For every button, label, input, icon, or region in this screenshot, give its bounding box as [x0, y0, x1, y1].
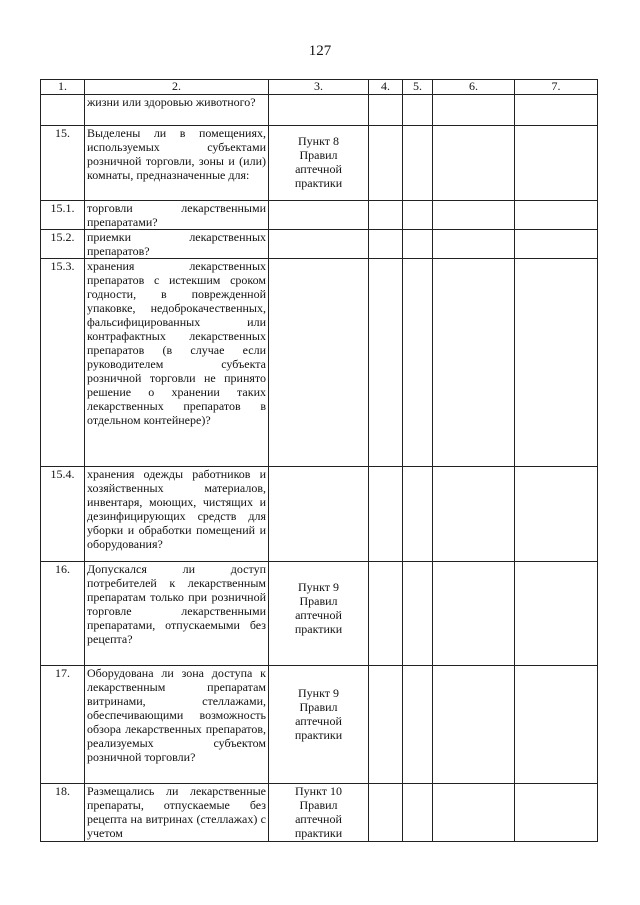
cell-col4 [369, 562, 403, 666]
cell-col5 [403, 95, 433, 126]
row-number: 15.2. [41, 230, 85, 259]
row-number: 15.4. [41, 467, 85, 562]
cell-col4 [369, 666, 403, 784]
table-row [41, 95, 598, 126]
table-row [41, 230, 598, 259]
cell-col6 [433, 562, 515, 666]
col-header-2: 2. [85, 80, 269, 95]
table-row [41, 562, 598, 666]
col-header-4: 4. [369, 80, 403, 95]
cell-col7 [515, 230, 598, 259]
row-question: хранения одежды работников и хозяйственных материалов, инвентаря, моющих, чистящих и дезинфицирующих средств для уборки и обработки помещений и оборудования? [85, 467, 269, 562]
row-reference [269, 95, 369, 126]
row-number: 15.1. [41, 201, 85, 230]
cell-col5 [403, 666, 433, 784]
cell-col4 [369, 95, 403, 126]
row-question: торговли лекарственными препаратами? [85, 201, 269, 230]
col-header-5: 5. [403, 80, 433, 95]
row-reference [269, 230, 369, 259]
cell-col6 [433, 230, 515, 259]
row-question: приемки лекарственных препаратов? [85, 230, 269, 259]
cell-col5 [403, 259, 433, 467]
cell-col6 [433, 201, 515, 230]
col-header-1: 1. [41, 80, 85, 95]
row-number [41, 95, 85, 126]
cell-col6 [433, 467, 515, 562]
row-reference: Пункт 10 Правил аптечной практики [269, 784, 369, 842]
cell-col4 [369, 259, 403, 467]
col-header-6: 6. [433, 80, 515, 95]
cell-col4 [369, 230, 403, 259]
table-row [41, 666, 598, 784]
cell-col6 [433, 126, 515, 201]
cell-col7 [515, 562, 598, 666]
cell-col5 [403, 784, 433, 842]
cell-col7 [515, 95, 598, 126]
row-question: Выделены ли в помещениях, используемых субъектами розничной торговли, зоны и (или) комнаты, предназначенные для: [85, 126, 269, 201]
cell-col4 [369, 201, 403, 230]
cell-col6 [433, 259, 515, 467]
cell-col5 [403, 467, 433, 562]
row-number: 16. [41, 562, 85, 666]
cell-col7 [515, 126, 598, 201]
row-question: жизни или здоровью животного? [85, 95, 269, 126]
row-reference [269, 467, 369, 562]
row-number: 18. [41, 784, 85, 842]
cell-col6 [433, 784, 515, 842]
page-number: 127 [308, 43, 332, 59]
cell-col6 [433, 666, 515, 784]
cell-col5 [403, 230, 433, 259]
cell-col4 [369, 126, 403, 201]
cell-col7 [515, 784, 598, 842]
row-question: Допускался ли доступ потребителей к лекарственным препаратам только при розничной торговле лекарственными препаратами, отпускаемыми без рецепта? [85, 562, 269, 666]
row-reference: Пункт 9 Правил аптечной практики [269, 562, 369, 666]
row-reference [269, 201, 369, 230]
cell-col6 [433, 95, 515, 126]
row-reference: Пункт 9 Правил аптечной практики [269, 666, 369, 784]
checklist-table [40, 79, 598, 842]
row-reference: Пункт 8 Правил аптечной практики [269, 126, 369, 201]
row-number: 15. [41, 126, 85, 201]
cell-col5 [403, 126, 433, 201]
row-reference [269, 259, 369, 467]
col-header-7: 7. [515, 80, 598, 95]
table-row [41, 784, 598, 842]
cell-col4 [369, 467, 403, 562]
table-row [41, 126, 598, 201]
row-question: Оборудована ли зона доступа к лекарственным препаратам витринами, стеллажами, обеспечивающими возможность обзора лекарственных препаратов, реализуемых субъектом розничной торговли? [85, 666, 269, 784]
table-row [41, 201, 598, 230]
row-question: Размещались ли лекарственные препараты, отпускаемые без рецепта на витринах (стеллажах) с учетом [85, 784, 269, 842]
row-question: хранения лекарственных препаратов с истекшим сроком годности, в поврежденной упаковке, недоброкачественных, фальсифицированных или контрафактных лекарственных препаратов (в случае если руководителем субъекта розничной торговли не принято решение о хранении таких лекарственных препаратов в отдельном контейнере)? [85, 259, 269, 467]
header-row [41, 80, 598, 95]
cell-col5 [403, 562, 433, 666]
table-row [41, 259, 598, 467]
table-row [41, 467, 598, 562]
row-number: 15.3. [41, 259, 85, 467]
cell-col5 [403, 201, 433, 230]
cell-col4 [369, 784, 403, 842]
cell-col7 [515, 467, 598, 562]
col-header-3: 3. [269, 80, 369, 95]
cell-col7 [515, 259, 598, 467]
cell-col7 [515, 666, 598, 784]
cell-col7 [515, 201, 598, 230]
row-number: 17. [41, 666, 85, 784]
